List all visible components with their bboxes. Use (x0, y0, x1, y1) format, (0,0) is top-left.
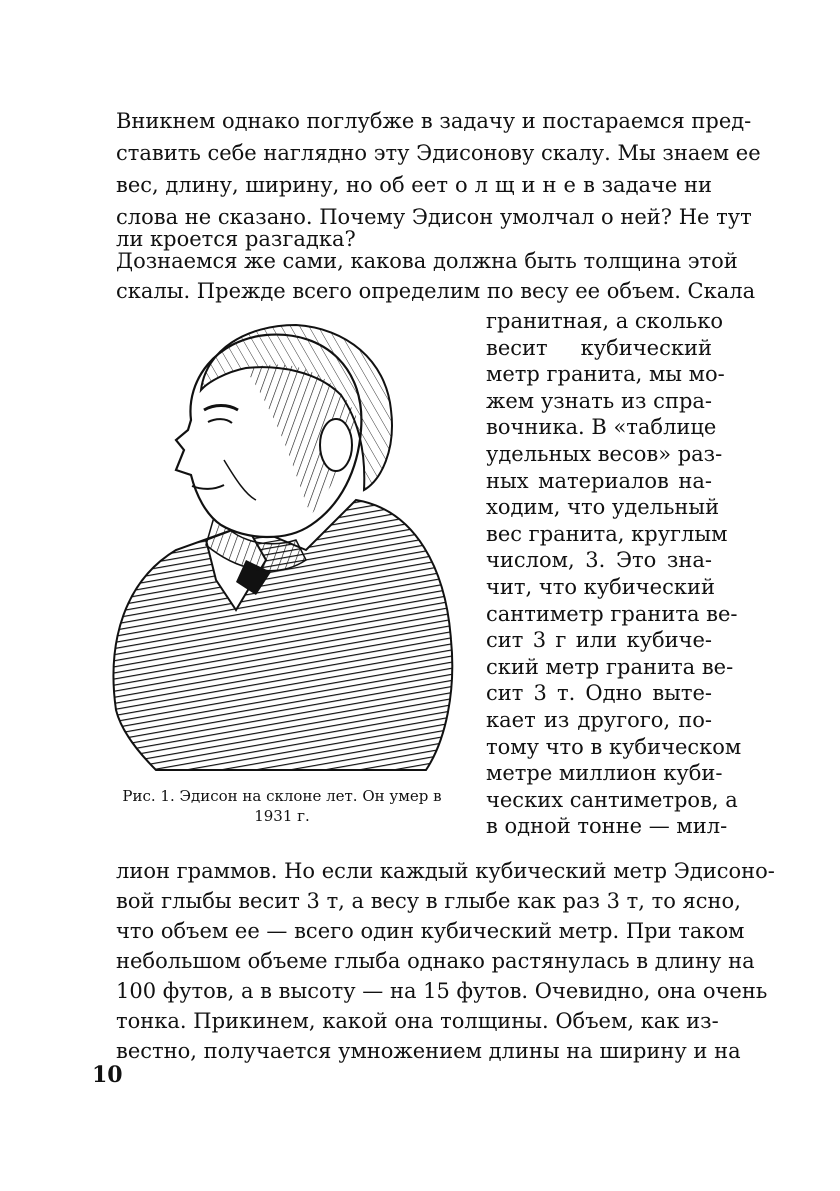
wrapped-line: в одной тонне — мил- (486, 814, 728, 839)
wrapped-line: тому что в кубическом (486, 734, 742, 759)
paragraph1-line2: ставить себе наглядно эту Эдисонову скалу. Мы знаем ее (116, 141, 761, 165)
figure-caption-line1: Рис. 1. Эдисон на склоне лет. Он умер в (122, 787, 442, 805)
paragraph1-line5: ли кроется разгадка? (116, 227, 356, 251)
wrapped-line: числом, 3. Это зна- (486, 548, 712, 573)
wrapped-line: метр гранита, мы мо- (486, 362, 725, 387)
coat (114, 500, 453, 770)
wrapped-line: жем узнать из спра- (486, 388, 712, 413)
wrapped-line: ных материалов на- (486, 468, 712, 493)
paragraph1-line4: слова не сказано. Почему Эдисон умолчал о ней? Не тут (116, 205, 752, 229)
ear (320, 419, 352, 471)
wrapped-line: весит кубический (486, 335, 712, 360)
paragraph2-line1: Дознаемся же сами, какова должна быть толщина этой (116, 249, 738, 273)
edison-portrait (96, 310, 476, 780)
paragraph1-line3-start: вес, длину, ширину, но об ее (116, 173, 437, 197)
wrapped-line: ский метр гранита ве- (486, 654, 734, 679)
continuation-line: тонка. Прикинем, какой она толщины. Объем, как из- (116, 1009, 719, 1033)
paragraph1-line1: Вникнем однако поглубже в задачу и постараемся пред- (116, 109, 752, 133)
wrapped-line: вес гранита, круглым (486, 521, 728, 546)
continuation-line: лион граммов. Но если каждый кубический метр Эдисоно- (116, 859, 775, 883)
paragraph1-line3 (116, 170, 712, 200)
paragraph1-line3-end: в задаче ни (583, 173, 712, 197)
wrapped-line: ческих сантиметров, а (486, 787, 738, 812)
continuation-line: 100 футов, а в высоту — на 15 футов. Очевидно, она очень (116, 979, 768, 1003)
wrapped-line: сит 3 г или кубиче- (486, 628, 712, 653)
continuation-line: вестно, получается умножением длины на ширину и на (116, 1039, 741, 1063)
continuation-line: небольшом объеме глыба однако растянулась в длину на (116, 949, 755, 973)
emphasized-word: толщине (436, 173, 583, 197)
wrapped-line: чит, что кубический (486, 575, 715, 599)
wrapped-line: ходим, что удельный (486, 495, 720, 520)
wrapped-line: вочника. В «таблице (486, 415, 717, 440)
continuation-line: вой глыбы весит 3 т, а весу в глыбе как раз 3 т, то ясно, (116, 889, 741, 913)
wrapped-line: метре миллион куби- (486, 761, 723, 786)
wrapped-line: сантиметр гранита ве- (486, 601, 738, 626)
continuation-line: что объем ее — всего один кубический метр. При таком (116, 919, 745, 943)
paragraph2-line2: скалы. Прежде всего определим по весу ее объем. Скала (116, 279, 756, 303)
wrapped-line: кает из другого, по- (486, 708, 712, 732)
wrapped-line: сит 3 т. Одно выте- (486, 681, 712, 706)
figure-caption-line2: 1931 г. (254, 807, 310, 825)
wrapped-line: гранитная, а сколько (486, 309, 723, 333)
wrapped-line: удельных весов» раз- (486, 442, 723, 466)
page-number: 10 (92, 1062, 123, 1088)
